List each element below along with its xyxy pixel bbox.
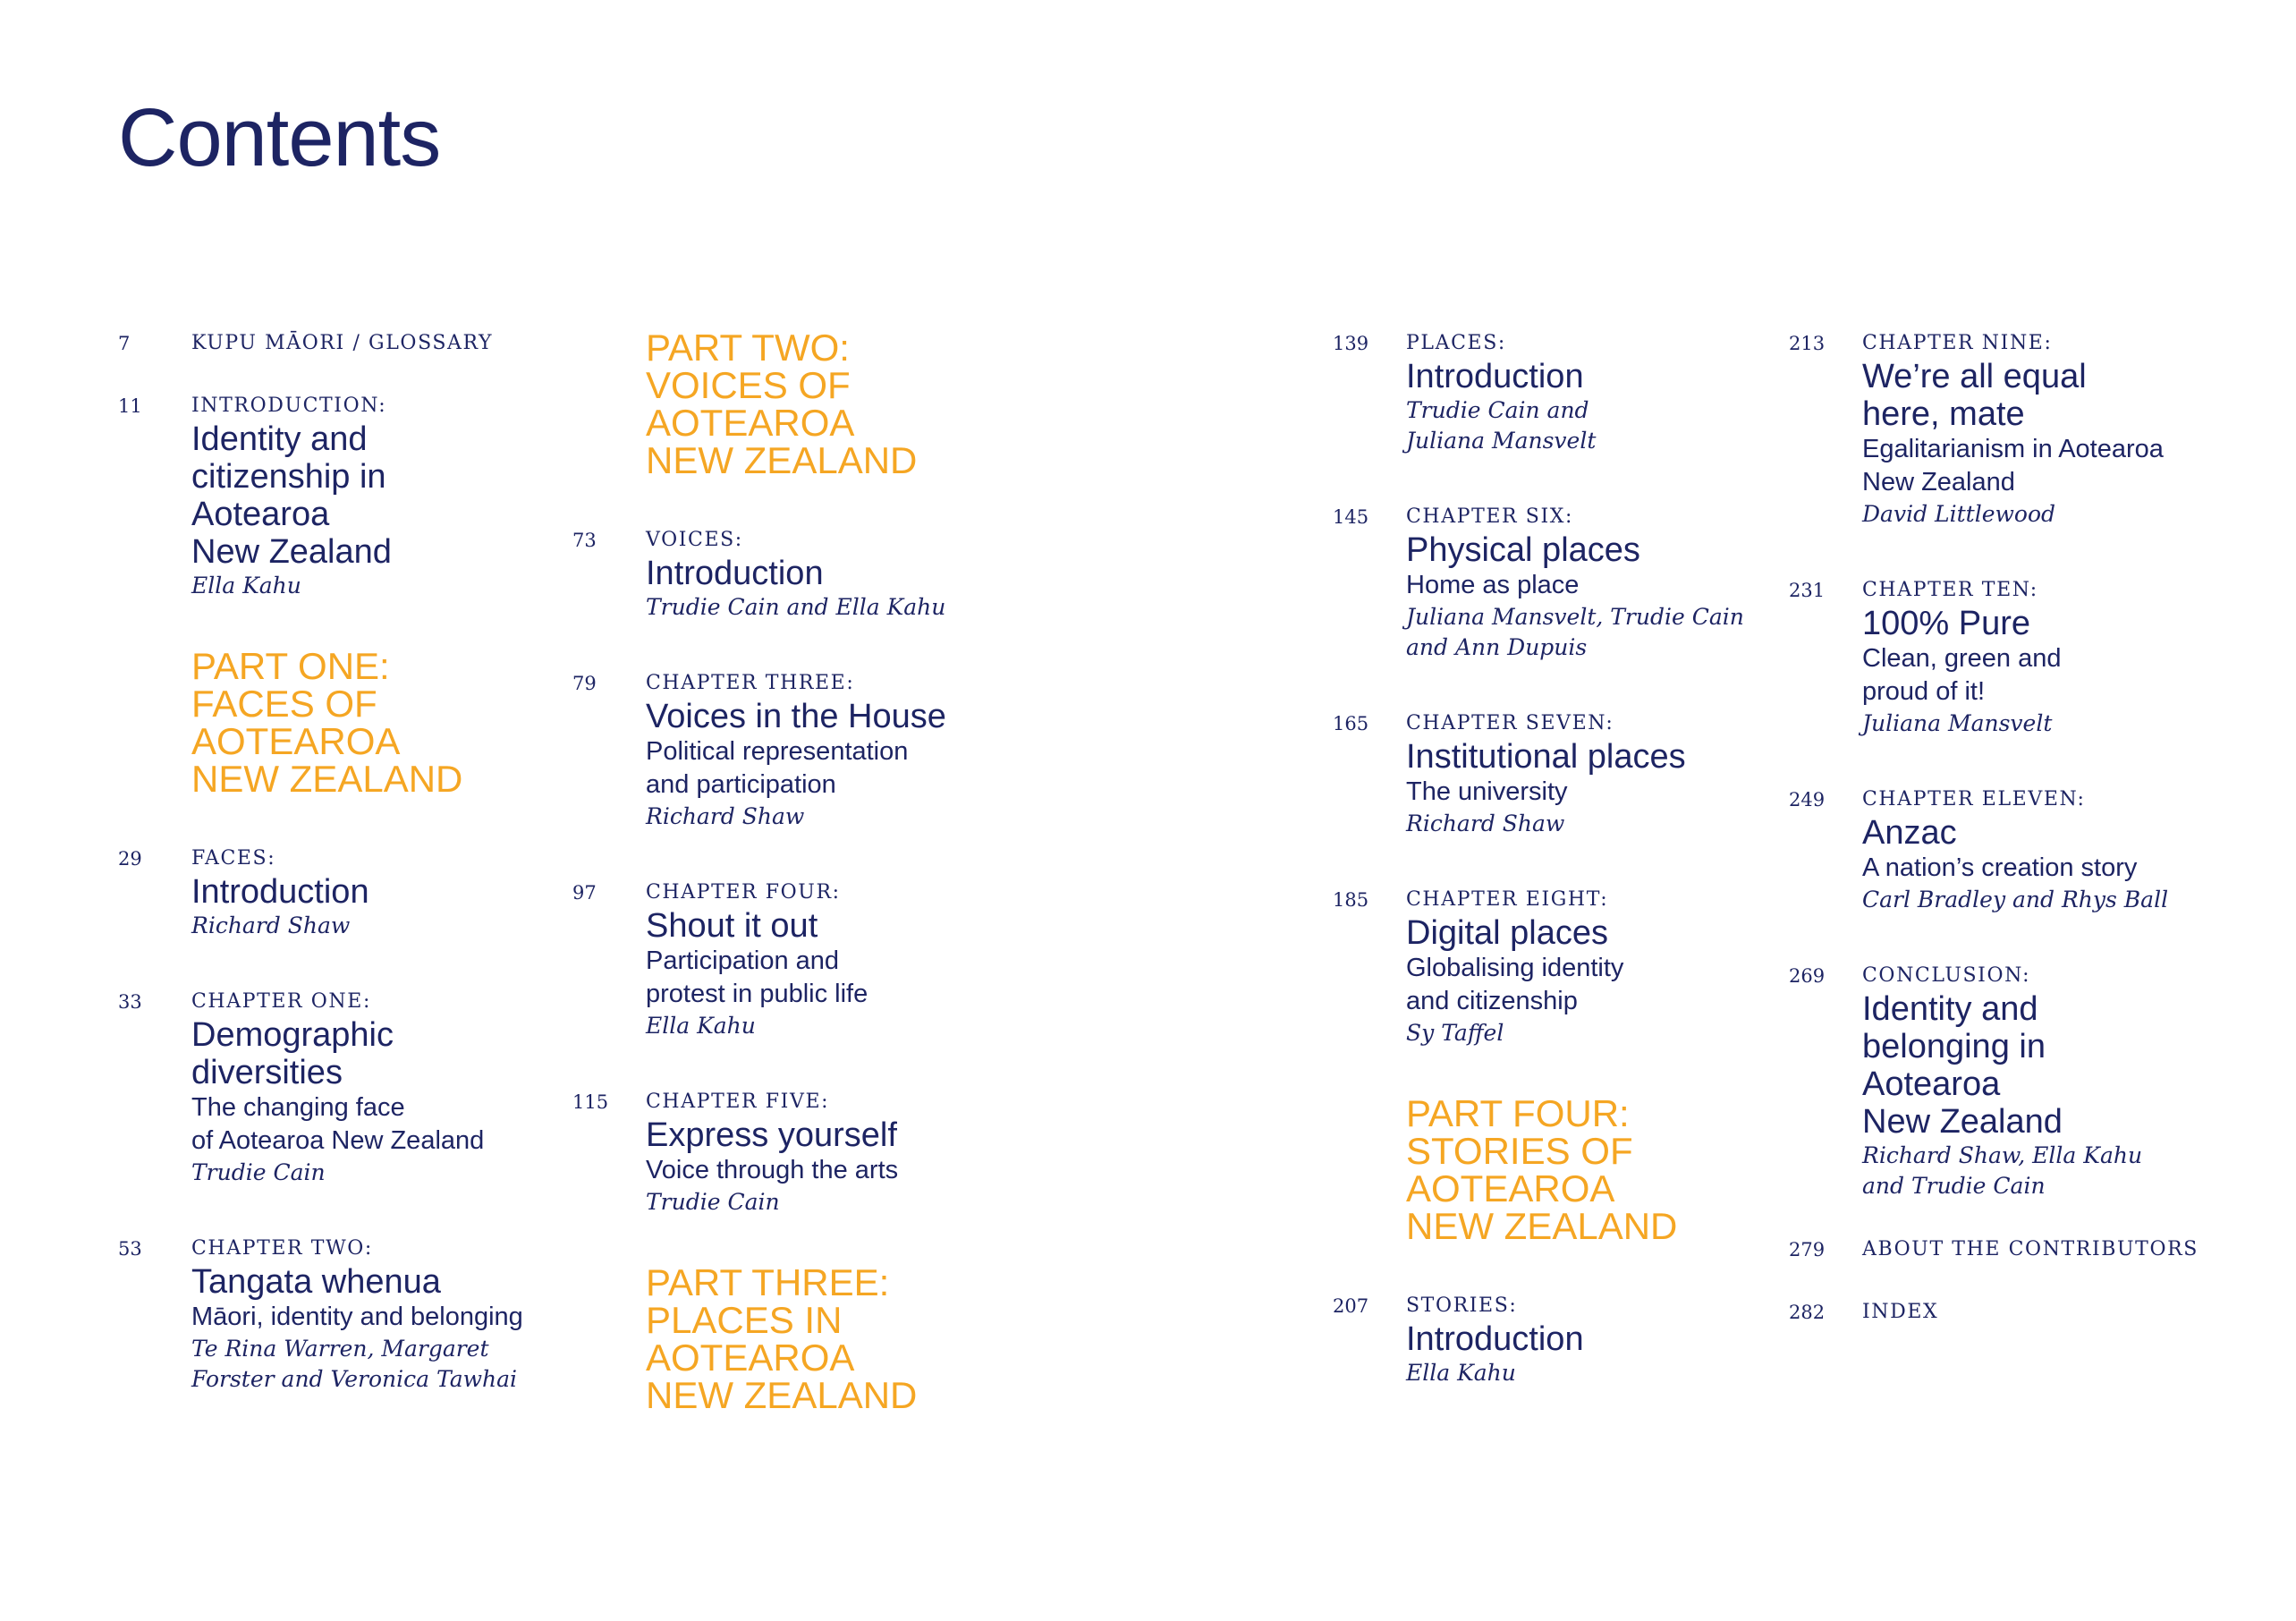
entry-label: CHAPTER EIGHT: xyxy=(1406,888,1609,911)
page-number: 269 xyxy=(1789,965,1826,987)
toc-column-2 xyxy=(572,329,946,1414)
entry-title: We’re all equal here, mate xyxy=(1862,358,2087,433)
page-number: 185 xyxy=(1333,889,1369,911)
toc-entry-places[interactable] xyxy=(1333,329,1744,456)
toc-entry-index[interactable] xyxy=(1789,1298,2199,1327)
entry-subtitle: Political representation and participation xyxy=(646,737,909,799)
page-number: 139 xyxy=(1333,333,1369,354)
toc-entry-chapter-six[interactable] xyxy=(1333,503,1744,663)
entry-title: Institutional places xyxy=(1406,738,1686,776)
entry-subtitle: Egalitarianism in Aotearoa New Zealand xyxy=(1862,435,2164,496)
entry-author: Richard Shaw xyxy=(646,803,805,829)
entry-label: CONCLUSION: xyxy=(1862,964,2031,987)
entry-subtitle: Clean, green and proud of it! xyxy=(1862,644,2062,706)
toc-entry-chapter-eight[interactable] xyxy=(1333,886,1744,1048)
entry-label: STORIES: xyxy=(1406,1294,1518,1317)
entry-title: Introduction xyxy=(1406,358,1584,395)
entry-label: KUPU MĀORI / GLOSSARY xyxy=(191,332,494,354)
entry-title: Introduction xyxy=(191,873,369,911)
entry-subtitle: Globalising identity and citizenship xyxy=(1406,954,1624,1015)
toc-entry-contributors[interactable] xyxy=(1789,1235,2199,1264)
toc-entry-voices[interactable] xyxy=(572,526,946,623)
part-heading-two: PART TWO: VOICES OF AOTEAROA NEW ZEALAND xyxy=(646,327,918,481)
entry-subtitle: Voice through the arts xyxy=(646,1156,899,1184)
entry-label: INDEX xyxy=(1862,1301,1939,1323)
toc-entry-introduction[interactable] xyxy=(118,392,523,601)
page-number: 7 xyxy=(118,333,131,354)
entry-author: Trudie Cain and Ella Kahu xyxy=(646,594,946,620)
entry-title: Express yourself xyxy=(646,1116,897,1154)
page-number: 207 xyxy=(1333,1295,1369,1317)
entry-author: Richard Shaw xyxy=(191,912,351,938)
entry-label: CHAPTER NINE: xyxy=(1862,332,2053,354)
part-heading-four: PART FOUR: STORIES OF AOTEAROA NEW ZEALAND xyxy=(1406,1092,1678,1247)
entry-author: Richard Shaw xyxy=(1406,810,1565,836)
page-number: 73 xyxy=(572,530,597,551)
page-number: 145 xyxy=(1333,506,1369,528)
entry-label: INTRODUCTION: xyxy=(191,395,387,417)
toc-column-1 xyxy=(118,329,523,1395)
entry-subtitle: The university xyxy=(1406,777,1568,806)
entry-subtitle: A nation’s creation story xyxy=(1862,853,2138,882)
part-heading-one: PART ONE: FACES OF AOTEAROA NEW ZEALAND xyxy=(191,645,463,800)
entry-title: Shout it out xyxy=(646,907,818,945)
entry-author: Trudie Cain xyxy=(646,1189,780,1215)
entry-author: Te Rina Warren, Margaret Forster and Veronica Tawhai xyxy=(191,1336,518,1392)
entry-label: PLACES: xyxy=(1406,332,1506,354)
page-number: 53 xyxy=(118,1238,142,1260)
entry-author: David Littlewood xyxy=(1862,501,2056,527)
entry-label: CHAPTER THREE: xyxy=(646,672,855,694)
entry-title: Introduction xyxy=(1406,1320,1584,1358)
entry-title: Demographic diversities xyxy=(191,1016,394,1091)
page-number: 33 xyxy=(118,991,142,1013)
entry-label: CHAPTER FOUR: xyxy=(646,881,841,904)
entry-label: CHAPTER ONE: xyxy=(191,990,371,1013)
entry-subtitle: Participation and protest in public life xyxy=(646,946,868,1008)
toc-column-3 xyxy=(1333,329,1744,1388)
entry-author: Juliana Mansvelt xyxy=(1862,710,2053,736)
page-number: 249 xyxy=(1789,789,1826,810)
entry-author: Sy Taffel xyxy=(1406,1020,1504,1046)
entry-title: Digital places xyxy=(1406,914,1608,952)
entry-subtitle: Māori, identity and belonging xyxy=(191,1303,523,1331)
entry-title: 100% Pure xyxy=(1862,605,2031,642)
entry-label: CHAPTER FIVE: xyxy=(646,1091,830,1113)
entry-author: Ella Kahu xyxy=(191,573,301,598)
entry-label: CHAPTER TWO: xyxy=(191,1237,373,1260)
entry-title: Introduction xyxy=(646,555,824,592)
entry-author: Trudie Cain and Juliana Mansvelt xyxy=(1406,397,1597,454)
part-heading-three: PART THREE: PLACES IN AOTEAROA NEW ZEALAND xyxy=(646,1261,918,1416)
entry-author: Juliana Mansvelt, Trudie Cain and Ann Dupuis xyxy=(1406,604,1744,660)
entry-label: FACES: xyxy=(191,847,276,870)
entry-label: CHAPTER TEN: xyxy=(1862,579,2038,601)
entry-title: Anzac xyxy=(1862,814,1957,852)
toc-entry-faces[interactable] xyxy=(118,844,523,941)
page-number: 165 xyxy=(1333,713,1369,734)
page-number: 97 xyxy=(572,882,597,904)
entry-title: Physical places xyxy=(1406,531,1640,569)
toc-entry-chapter-one[interactable] xyxy=(118,988,523,1188)
toc-entry-stories[interactable] xyxy=(1333,1292,1744,1388)
entry-label: CHAPTER SEVEN: xyxy=(1406,712,1614,734)
page-number: 79 xyxy=(572,673,597,694)
page-number: 282 xyxy=(1789,1302,1826,1323)
entry-label: VOICES: xyxy=(646,529,743,551)
page-title: Contents xyxy=(118,92,441,183)
page-number: 11 xyxy=(118,395,142,417)
entry-label: ABOUT THE CONTRIBUTORS xyxy=(1862,1238,2199,1260)
entry-author: Trudie Cain xyxy=(191,1159,326,1185)
toc-entry-chapter-two[interactable] xyxy=(118,1235,523,1395)
toc-entry-chapter-nine[interactable] xyxy=(1789,329,2199,530)
toc-entry-chapter-ten[interactable] xyxy=(1789,576,2199,739)
entry-title: Voices in the House xyxy=(646,698,946,735)
toc-entry-chapter-three[interactable] xyxy=(572,669,946,832)
entry-author: Carl Bradley and Rhys Ball xyxy=(1862,887,2169,912)
entry-label: CHAPTER ELEVEN: xyxy=(1862,788,2086,810)
toc-entry-chapter-eleven[interactable] xyxy=(1789,785,2199,915)
toc-column-4 xyxy=(1789,329,2199,1327)
page-number: 213 xyxy=(1789,333,1826,354)
entry-subtitle: Home as place xyxy=(1406,571,1580,599)
entry-label: CHAPTER SIX: xyxy=(1406,505,1574,528)
entry-subtitle: The changing face of Aotearoa New Zealand xyxy=(191,1093,485,1155)
entry-author: Ella Kahu xyxy=(646,1013,756,1039)
page-number: 231 xyxy=(1789,580,1826,601)
toc-entry-chapter-five[interactable] xyxy=(572,1088,946,1218)
entry-author: Ella Kahu xyxy=(1406,1360,1516,1386)
entry-title: Identity and citizenship in Aotearoa New Zealand xyxy=(191,420,392,571)
toc-entry-conclusion[interactable] xyxy=(1789,962,2199,1201)
page-number: 115 xyxy=(572,1091,609,1113)
toc-entry-chapter-four[interactable] xyxy=(572,878,946,1041)
entry-title: Identity and belonging in Aotearoa New Zealand xyxy=(1862,990,2063,1141)
page-number: 279 xyxy=(1789,1239,1826,1260)
toc-entry-chapter-seven[interactable] xyxy=(1333,709,1744,839)
toc-entry-glossary[interactable] xyxy=(118,329,523,358)
entry-author: Richard Shaw, Ella Kahu and Trudie Cain xyxy=(1862,1142,2143,1199)
page-number: 29 xyxy=(118,848,142,870)
entry-title: Tangata whenua xyxy=(191,1263,441,1301)
